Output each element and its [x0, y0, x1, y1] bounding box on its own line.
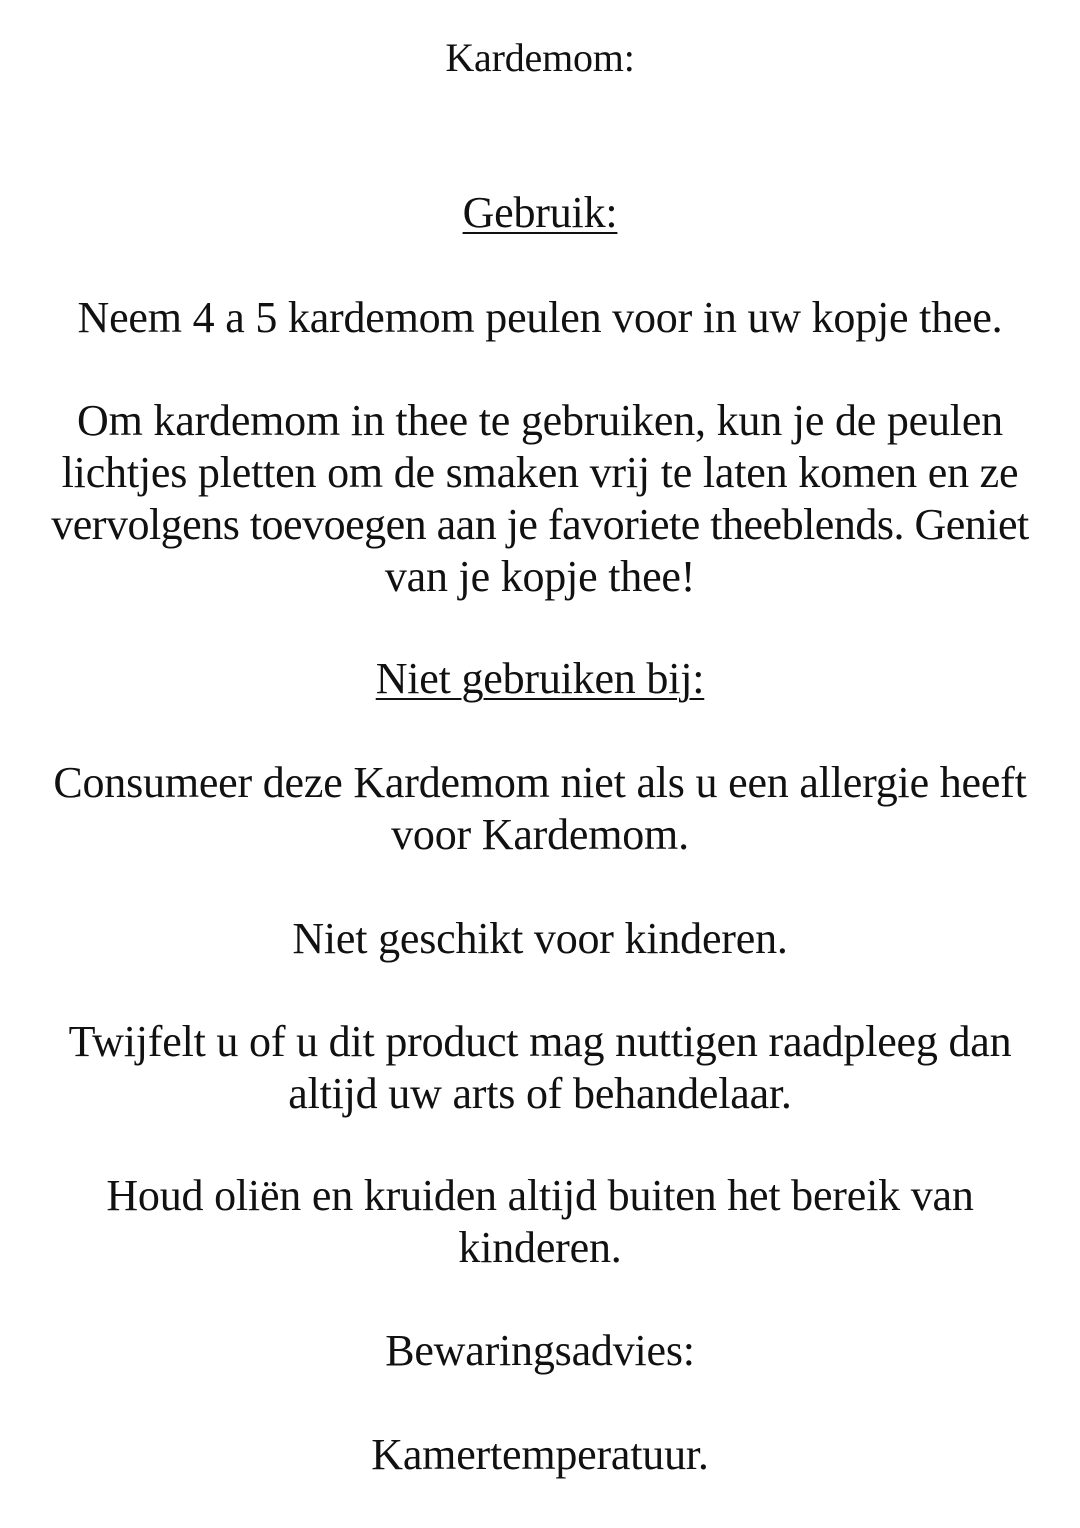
storage-reach-line-1: Houd oliën en kruiden altijd buiten het bereik van: [106, 1171, 974, 1220]
usage-heading: [0, 187, 1080, 239]
allergy-warning-line-2: voor Kardemom.: [391, 810, 689, 859]
storage-heading: Bewaringsadvies:: [385, 1326, 695, 1375]
doctor-advice-line-2: altijd uw arts of behandelaar.: [288, 1069, 792, 1118]
storage-value: Kamertemperatuur.: [371, 1430, 709, 1479]
doctor-advice-line-1: Twijfelt u of u dit product mag nuttigen raadpleeg dan: [68, 1017, 1012, 1066]
product-title: Kardemom:: [445, 35, 635, 80]
usage-dose: Neem 4 a 5 kardemom peulen voor in uw kopje thee.: [77, 293, 1003, 342]
warnings-heading-text: Niet gebruiken bij:: [375, 654, 705, 703]
usage-instructions-line-3: vervolgens toevoegen aan je favoriete theeblends. Geniet: [51, 500, 1029, 549]
warnings-heading: [0, 653, 1080, 705]
usage-heading-text: Gebruik:: [462, 188, 618, 237]
storage-reach-line-2: kinderen.: [458, 1223, 622, 1272]
usage-instructions-line-4: van je kopje thee!: [384, 552, 696, 601]
children-warning: Niet geschikt voor kinderen.: [292, 914, 788, 963]
allergy-warning-line-1: Consumeer deze Kardemom niet als u een allergie heeft: [53, 758, 1027, 807]
usage-instructions-line-1: Om kardemom in thee te gebruiken, kun je de peulen: [77, 396, 1003, 445]
usage-instructions-line-2: lichtjes pletten om de smaken vrij te laten komen en ze: [61, 448, 1019, 497]
